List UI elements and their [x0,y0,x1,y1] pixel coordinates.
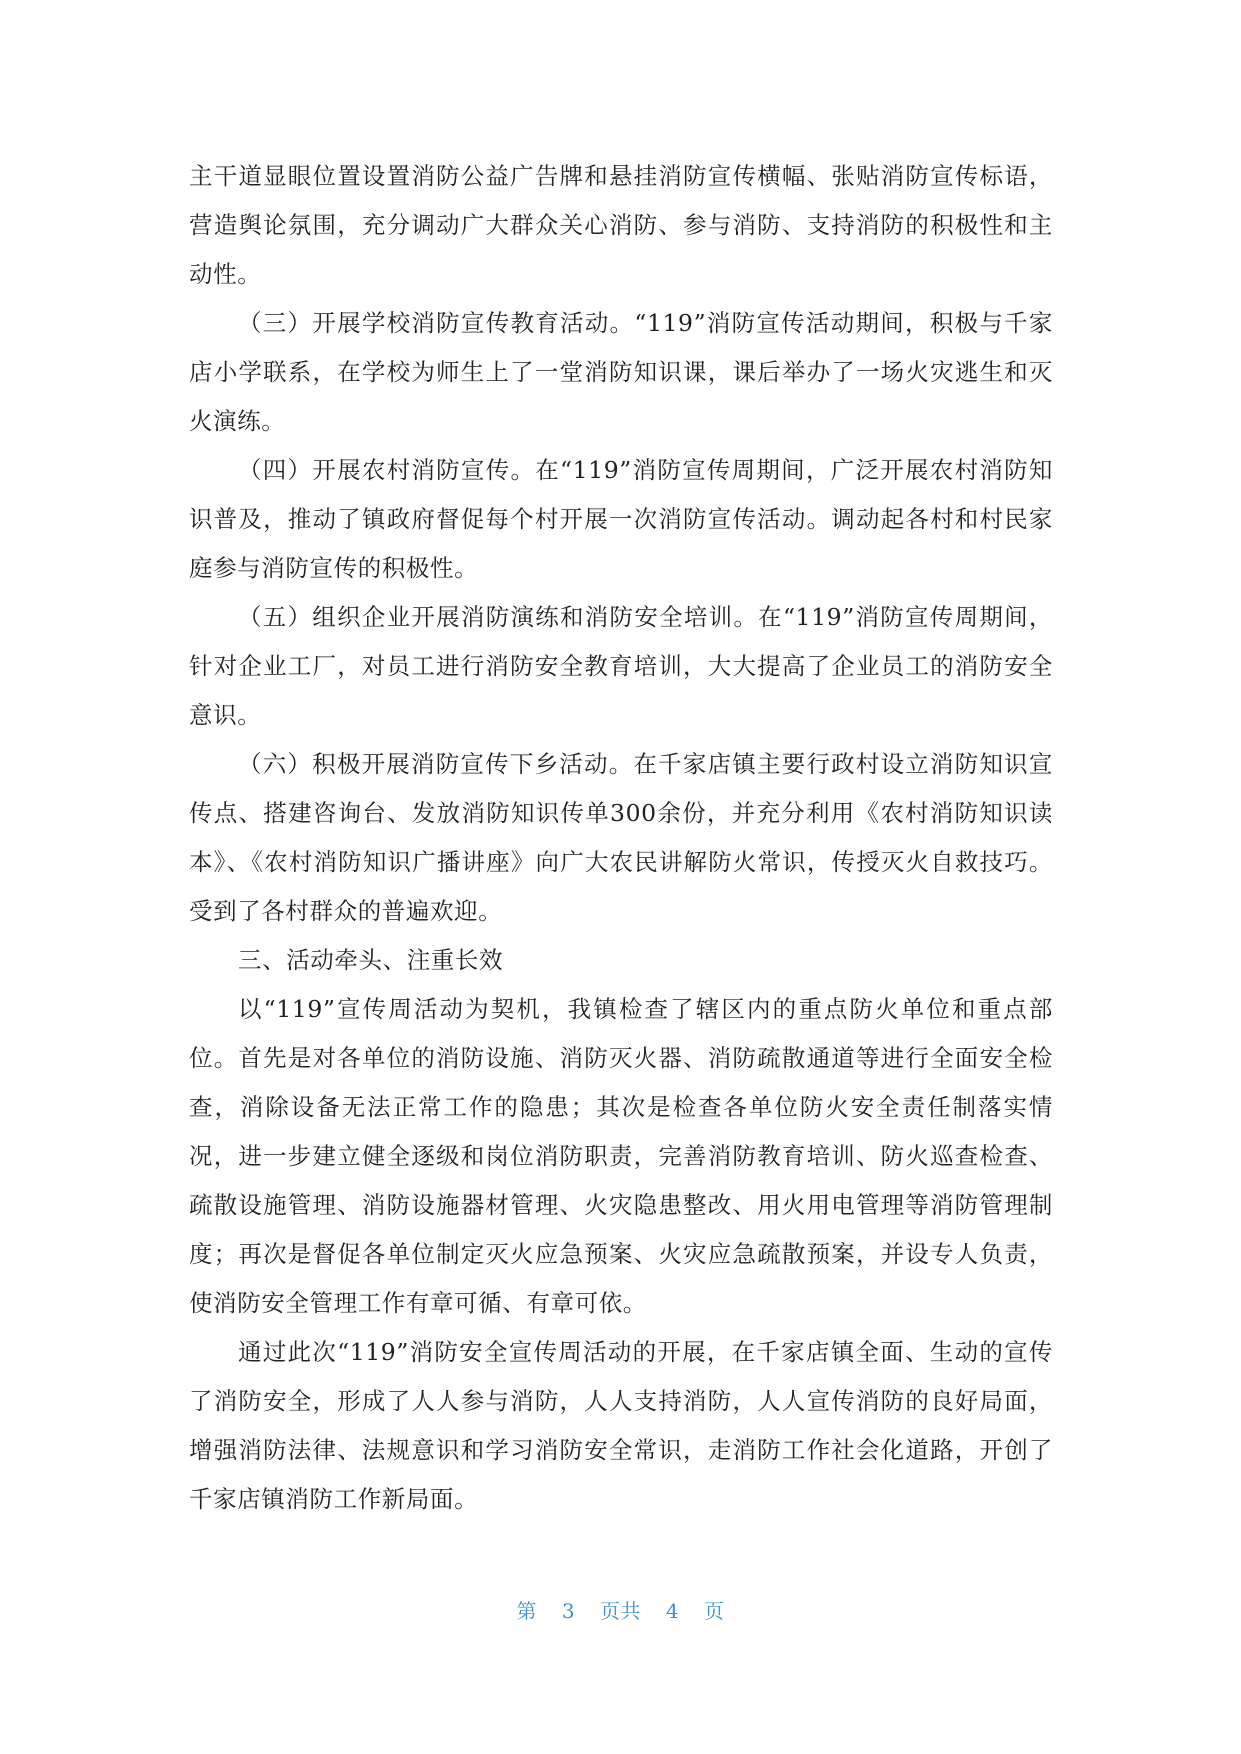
document-body [189,152,1053,1524]
footer-prefix: 第 [516,1599,538,1623]
total-pages-number: 4 [665,1599,680,1623]
footer-suffix: 页 [703,1599,725,1623]
current-page-number: 3 [561,1599,576,1623]
paragraph: 以“119”宣传周活动为契机，我镇检查了辖区内的重点防火单位和重点部位。首先是对各单位的消防设施、消防灭火器、消防疏散通道等进行全面安全检查，消除设备无法正常工作的隐患；其次是检查各单位防火安全责任制落实情况，进一步建立健全逐级和岗位消防职责，完善消防教育培训、防火巡查检查、疏散设施管理、消防设施器材管理、火灾隐患整改、用火用电管理等消防管理制度；再次是督促各单位制定灭火应急预案、火灾应急疏散预案，并设专人负责，使消防安全管理工作有章可循、有章可依。 [189,995,1053,1317]
section-heading: 三、活动牵头、注重长效 [238,946,504,974]
paragraph: （六）积极开展消防宣传下乡活动。在千家店镇主要行政村设立消防知识宣传点、搭建咨询台、发放消防知识传单300余份，并充分利用《农村消防知识读本》、《农村消防知识广播讲座》向广大农民讲解防火常识，传授灭火自救技巧。受到了各村群众的普遍欢迎。 [189,750,1053,925]
paragraph: （四）开展农村消防宣传。在“119”消防宣传周期间，广泛开展农村消防知识普及，推动了镇政府督促每个村开展一次消防宣传活动。调动起各村和村民家庭参与消防宣传的积极性。 [189,456,1053,582]
footer-middle: 页共 [600,1599,641,1623]
paragraph: （五）组织企业开展消防演练和消防安全培训。在“119”消防宣传周期间，针对企业工厂，对员工进行消防安全教育培训，大大提高了企业员工的消防安全意识。 [189,603,1053,729]
paragraph: 主干道显眼位置设置消防公益广告牌和悬挂消防宣传横幅、张贴消防宣传标语，营造舆论氛围，充分调动广大群众关心消防、参与消防、支持消防的积极性和主动性。 [189,162,1053,288]
page-footer [0,1595,1241,1624]
paragraph: （三）开展学校消防宣传教育活动。“119”消防宣传活动期间，积极与千家店小学联系，在学校为师生上了一堂消防知识课，课后举办了一场火灾逃生和灭火演练。 [189,309,1053,435]
paragraph: 通过此次“119”消防安全宣传周活动的开展，在千家店镇全面、生动的宣传了消防安全，形成了人人参与消防，人人支持消防，人人宣传消防的良好局面，增强消防法律、法规意识和学习消防安全常识，走消防工作社会化道路，开创了千家店镇消防工作新局面。 [189,1338,1053,1513]
